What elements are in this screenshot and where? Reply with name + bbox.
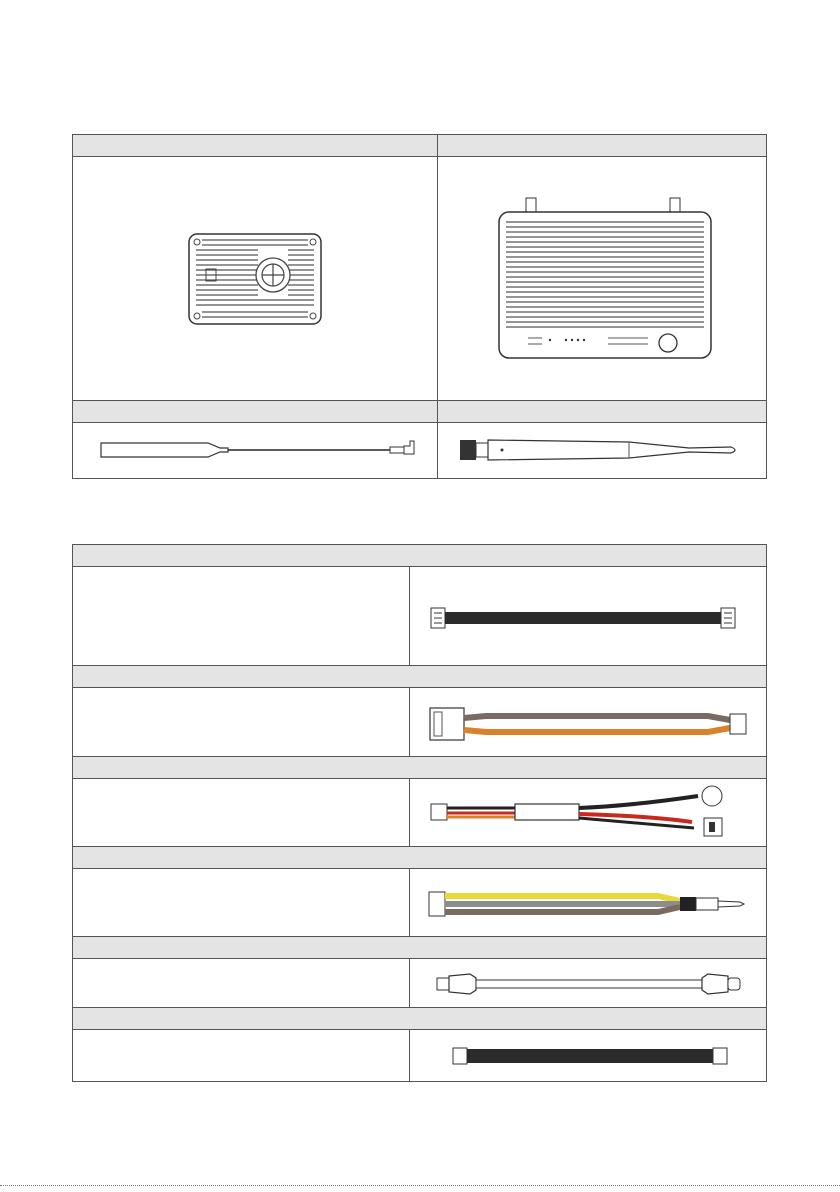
cable-header-label xyxy=(73,847,766,855)
header-ground-unit xyxy=(438,135,766,143)
flat-flex-cable-icon xyxy=(452,1046,728,1066)
cable-description xyxy=(73,782,408,790)
header-rubber-antenna xyxy=(438,401,766,409)
flat-antenna-icon xyxy=(100,440,416,460)
air-unit-icon xyxy=(188,233,322,325)
rubber-antenna-icon xyxy=(459,436,741,464)
av-audio-cable-icon xyxy=(428,888,748,920)
header-air-unit xyxy=(73,135,437,143)
cable-header-label xyxy=(73,545,766,553)
cable-description xyxy=(73,1033,408,1041)
cable-description xyxy=(73,570,408,578)
black-ribbon-cable-icon xyxy=(430,606,736,630)
cable-header-label xyxy=(73,1008,766,1016)
cable-header-label xyxy=(73,757,766,765)
power-split-cable-icon xyxy=(430,784,740,840)
cable-description xyxy=(73,691,408,699)
cable-description xyxy=(73,962,408,970)
usb-type-c-cable-icon xyxy=(436,966,742,1002)
header-flat-antenna xyxy=(73,401,437,409)
cable-description xyxy=(73,872,408,880)
page-footer-rule xyxy=(0,1185,840,1192)
cable-header-label xyxy=(73,937,766,945)
ground-unit-icon xyxy=(498,196,712,360)
brown-orange-cable-icon xyxy=(428,706,748,742)
cable-header-label xyxy=(73,666,766,674)
